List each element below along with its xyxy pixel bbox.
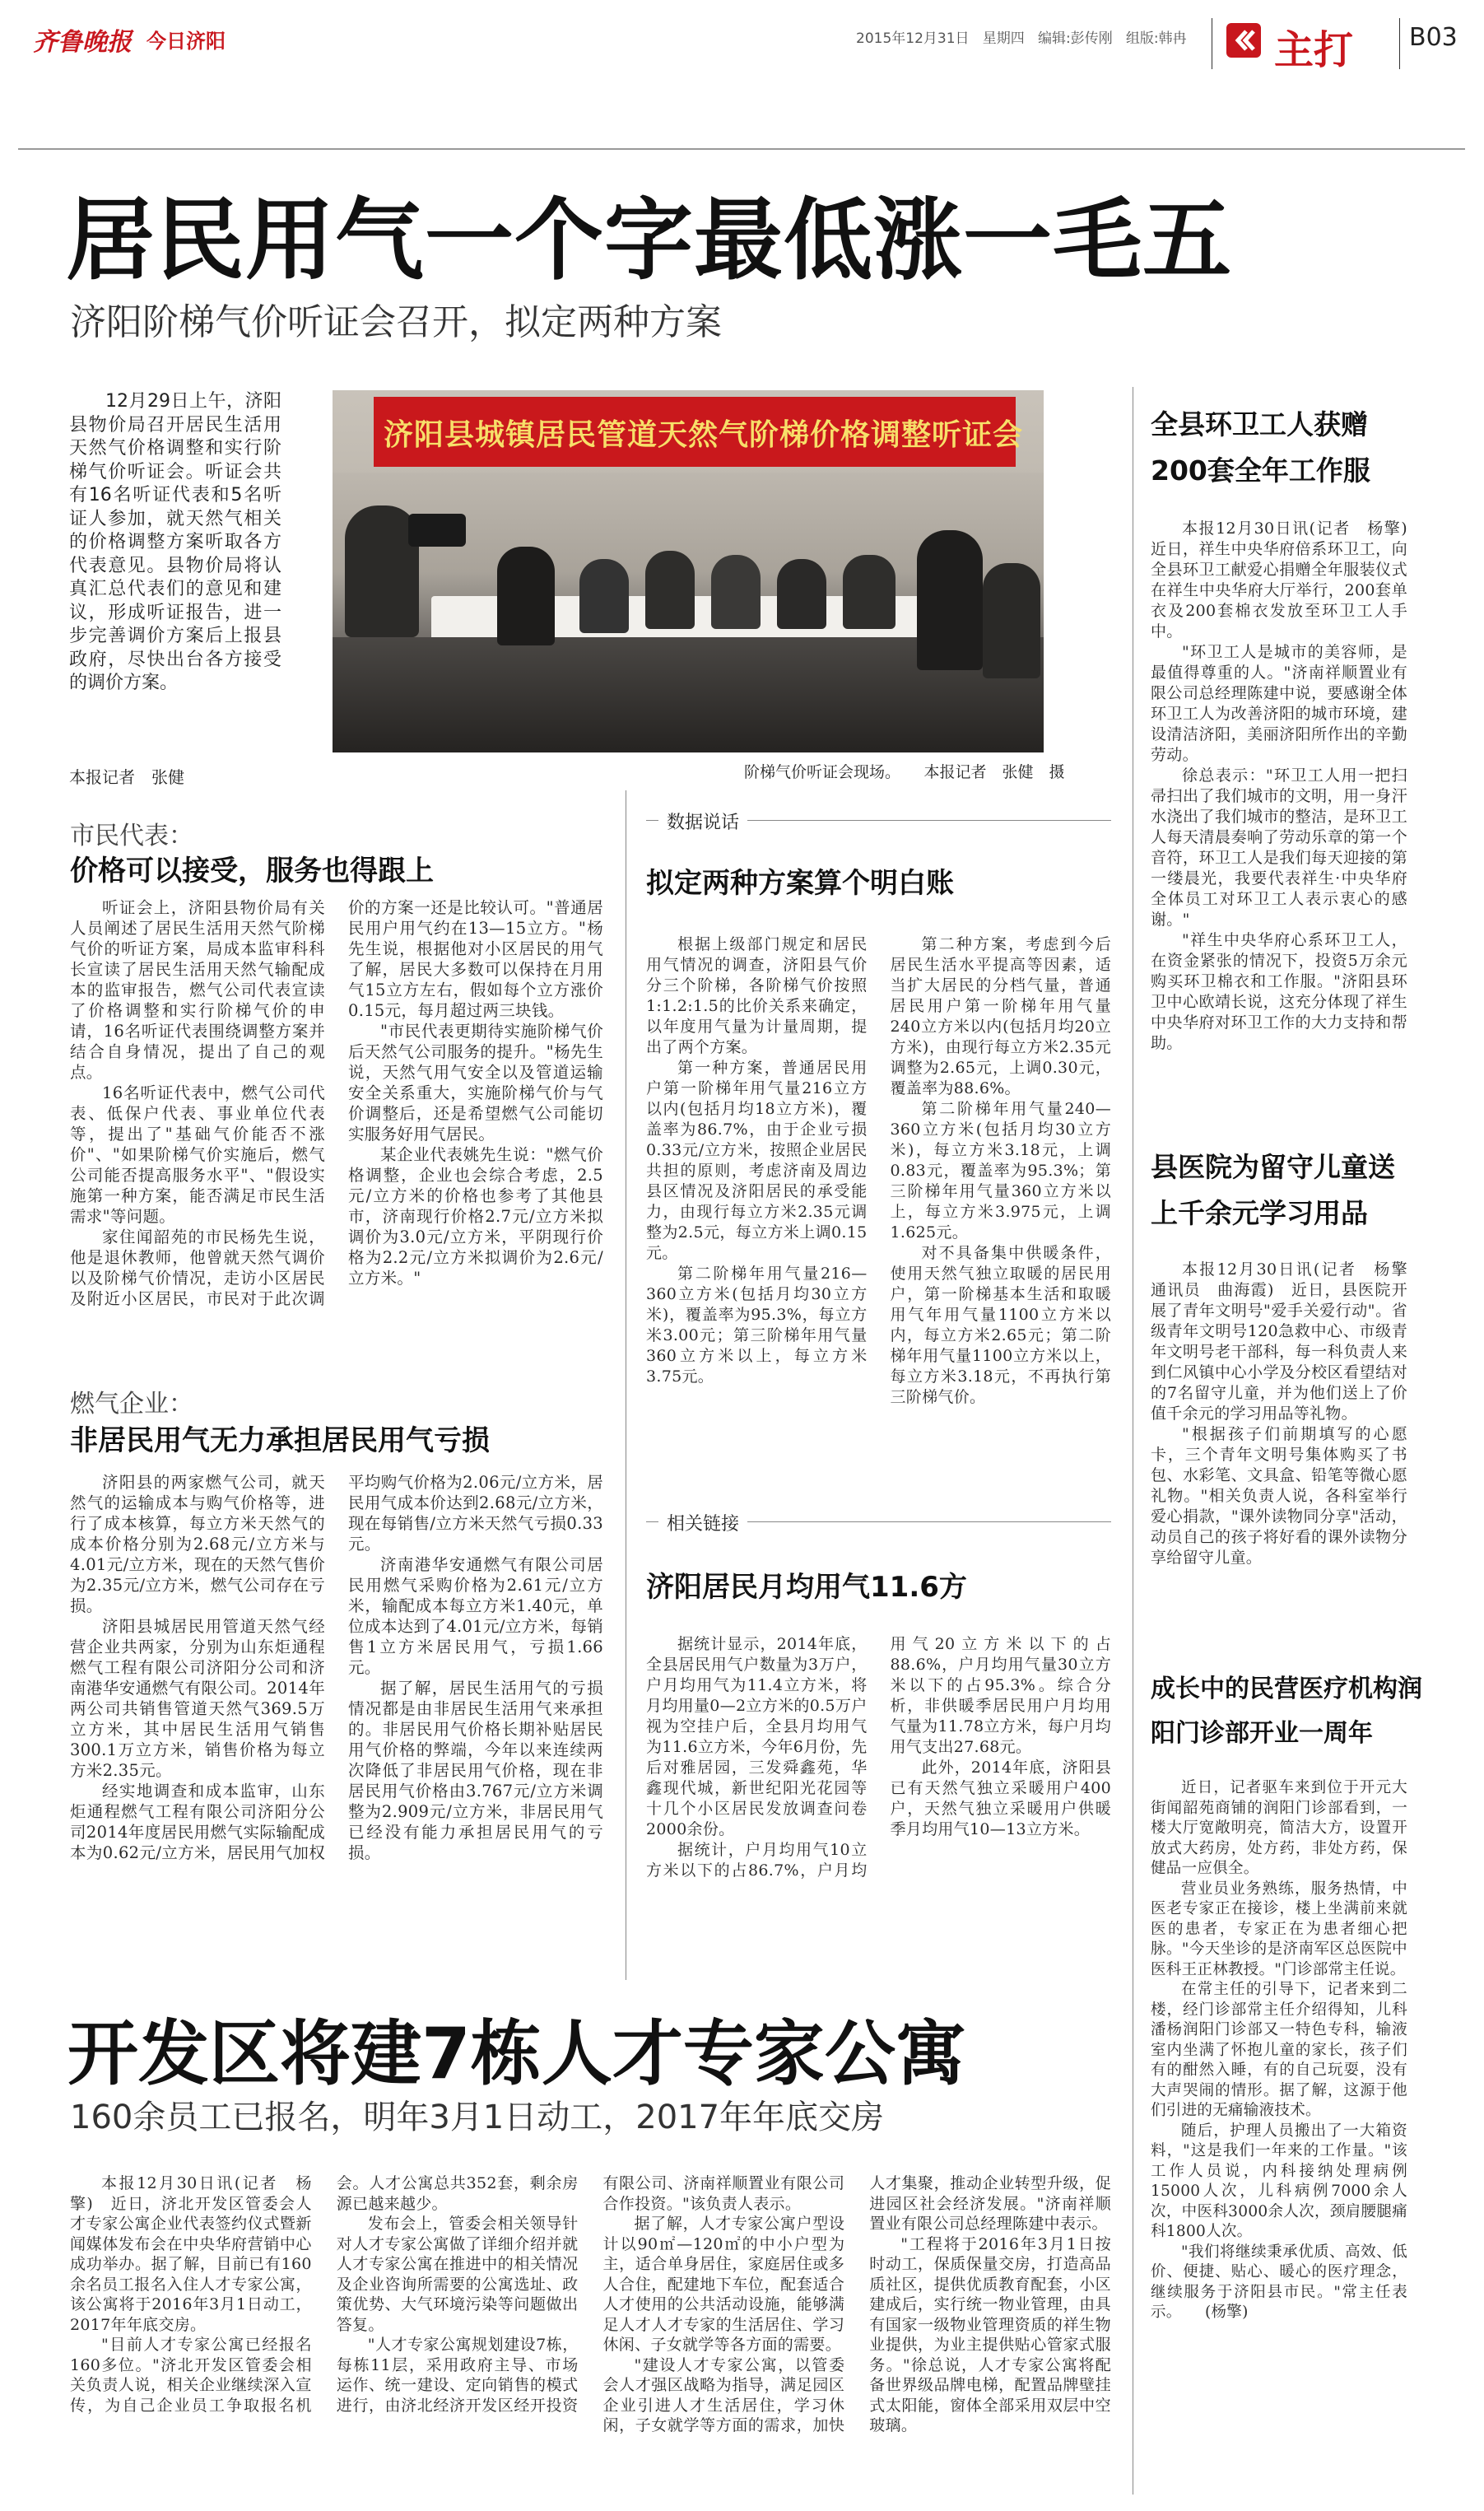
paragraph: 本报12月30日讯(记者 杨擎) 近日，祥生中央华府倍系环卫工，向全县环卫工献爱心捐赠全年服装仪式在祥生中央华府大厅举行，200套单衣及200套棉衣发放至环卫工人手中。 xyxy=(1151,519,1424,641)
section-name: 今日济阳 xyxy=(147,30,226,53)
box1-tag: 数据说话 xyxy=(658,808,747,834)
paragraph: "人才专家公寓规划建设7栋，每栋11层，采用政府主导、市场运作、统一建设、定向销售的模式进行，由济北经济开发区经开投资有限公司、济南祥顺置业有限公司合作投资。"该负责人表示。 xyxy=(336,2174,845,2415)
box2-body xyxy=(646,1634,1111,1964)
section2-body xyxy=(70,1472,603,1966)
paragraph: 第二阶梯年用气量240—360立方米(包括月均30立方米)，每立方米3.18元，上调0.83元，覆盖率为95.3%；第三阶梯年用气量360立方米以上，每立方米3.975元，上调1.625元。 xyxy=(890,1100,1111,1242)
lead-intro xyxy=(69,390,281,696)
side3-body xyxy=(1151,1778,1407,2486)
lower-body xyxy=(70,2173,1111,2499)
paragraph: "祥生中央华府心系环卫工人，在资金紧张的情况下，投资5万余元购买环卫棉衣和工作服。"济阳县环卫中心欧靖长说，这充分体现了祥生中央华府对环卫工作的大力支持和帮助。 xyxy=(1151,931,1407,1052)
designer: 组版:韩冉 xyxy=(1125,30,1187,47)
paragraph: 济南港华安通燃气有限公司居民用燃气采购价格为2.61元/立方米，输配成本每立方米1.40元，单位成本达到了4.01元/立方米，每销售1立方米居民用气，亏损1.66元。 xyxy=(348,1555,603,1677)
weekday: 星期四 xyxy=(982,30,1025,47)
paragraph: 徐总表示："环卫工人用一把扫帚扫出了我们城市的文明，用一身汗水浇出了我们城市的整洁，是环卫工人每天清晨奏响了劳动乐章的第一个音符，环卫工人是我们每天迎接的第一缕晨光，我要代表祥生·中央华府全体员工对环卫工人表示衷心的感谢。" xyxy=(1151,766,1407,929)
date-info xyxy=(856,26,1187,47)
paragraph: 据统计显示，2014年底，全县居民用气户数量为3万户，户月均用气为11.4立方米，将月均用量0—2立方米的0.5万户视为空挂户后，全县月均用气为11.6立方米，今年6月份，先后对雅居园，三发舜鑫苑，华鑫现代城，新世纪阳光花园等十几个小区居民发放调查问卷2000余份。 xyxy=(646,1635,868,1838)
paragraph: 本报12月30日讯(记者 杨擎) 近日，济北开发区管委会人才专家公寓企业代表签约仪式暨新闻媒体发布会在中央华府营销中心成功举办。据了解，目前已有160余名员工报名入住人才专家公寓，该公寓将于2016年3月1日动工，2017年年底交房。 xyxy=(70,2174,312,2334)
box1-body xyxy=(646,934,1111,1478)
paragraph: 对不具备集中供暖条件，使用天然气独立取暖的居民用户，第一阶梯基本生活和取暖用气年用气量1100立方米以内，每立方米2.65元；第二阶梯年用气量1100立方米以上，每立方米3.18元，不再执行第三阶梯气价。 xyxy=(890,1244,1111,1406)
paragraph: 济阳县的两家燃气公司，就天然气的运输成本与购气价格等，进行了成本核算，每立方米天然气的成本价格分别为2.68元/立方米与4.01元/立方米，现在的天然气售价为2.35元/立方米，燃气公司存在亏损。 xyxy=(70,1473,325,1615)
paragraph: 发布会上，管委会相关领导针对人才专家公寓做了详细介绍并就人才专家公寓在推进中的相关情况及企业咨询所需要的公寓选址、政策优势、大气环境污染等问题做出答复。 xyxy=(336,2215,579,2334)
masthead xyxy=(0,0,1484,82)
column-name: 主打 xyxy=(1274,27,1354,73)
paragraph: 营业员业务熟练，服务热情，中医老专家正在接诊，楼上坐满前来就医的患者，专家正在为患者细心把脉。"今天坐诊的是济南军区总医院中医科王正林教授。"门诊部常主任说。 xyxy=(1151,1880,1407,1978)
photo-caption: 阶梯气价听证会现场。 本报记者 张健 摄 xyxy=(744,763,1065,781)
paragraph: 第一种方案，普通居民用户第一阶梯年用气量216立方以内(包括月均18立方米)，覆盖率为86.7%，由于企业亏损0.33元/立方米，按照企业居民共担的原则，考虑济南及周边县区情况及济阳居民的承受能力，由现行每立方米2.35元调整为2.5元，每立方米上调0.15元。 xyxy=(646,1059,868,1262)
side1-body xyxy=(1151,519,1424,1095)
date: 2015年12月31日 xyxy=(856,30,970,47)
paragraph: 根据上级部门规定和居民用气情况的调查，济阳县气价分三个阶梯，各阶梯气价按照1:1.2:1.5的比价关系来确定，以年度用气量为计量周期，提出了两个方案。 xyxy=(646,935,868,1056)
paragraph: "建设人才专家公寓，以管委会人才强区战略为指导，满足园区企业引进人才生活居住，学习休闲，子女就学等方面的需求，加快人才集聚，推动企业转型升级，促进园区社会经济发展。"济南祥顺置业有限公司总经理陈建中表示。 xyxy=(602,2174,1111,2434)
paragraph: 听证会上，济阳县物价局有关人员阐述了居民生活用天然气阶梯气价的听证方案，局成本监审科科长宣读了居民生活用天然气输配成本的监审报告，燃气公司代表宣读了价格调整和实行阶梯气价的申请，16名听证代表围绕调整方案并结合自身情况，提出了自己的观点。 xyxy=(70,898,325,1082)
section1-label: 市民代表： xyxy=(70,822,193,850)
section2-label: 燃气企业： xyxy=(70,1390,193,1419)
photo-banner: 济阳县城镇居民管道天然气阶梯价格调整听证会 xyxy=(384,418,1024,452)
paragraph: 第二种方案，考虑到今后居民生活水平提高等因素，适当扩大居民的分档气量，普通居民用户第一阶梯年用气量240立方米以内(包括月均20立方米)，由现行每立方米2.35元调整为2.65元，上调0.30元，覆盖率为88.6%。 xyxy=(890,935,1111,1097)
box2-headline: 济阳居民月均用气11.6方 xyxy=(646,1571,967,1604)
paragraph: 16名听证代表中，燃气公司代表、低保户代表、事业单位代表等，提出了"基础气价能否不涨价"、"如果阶梯气价实施后，燃气公司能否提高服务水平"、"假设实施第一种方案，能否满足市民生活需求"等问题。 xyxy=(70,1083,325,1226)
section1-body xyxy=(70,897,603,1358)
chevron-icon xyxy=(1226,23,1261,58)
paragraph: 济阳县城居民用管道天然气经营企业共两家，分别为山东炬通程燃气工程有限公司济阳分公司和济南港华安通燃气有限公司。2014年两公司共销售管道天然气369.5万立方米，其中居民生活用气销售300.1万立方米，销售价格为每立方米2.35元。 xyxy=(70,1617,325,1780)
paragraph: 家住闻韶苑的市民杨先生说，他是退休教师，他曾就天然气调价以及阶梯气价情况，走访小区居民及附近小区居民，市民对于此次调价的方案一还是比较认可。"普通居民用户用气约在13—15立方。"杨先生说，根据他对小区居民的用气了解，居民大多数可以保持在月用气15立方左右，假如每个立方涨价0.15元，每月超过两三块钱。 xyxy=(70,898,603,1308)
paragraph: 在常主任的引导下，记者来到二楼，经门诊部常主任介绍得知，儿科潘杨润阳门诊部又一特色专科，输液室内坐满了怀抱儿童的家长，孩子们有的酣然入睡，有的自己玩耍，没有大声哭闹的情形。据了解，这源于他们引进的无痛输液技术。 xyxy=(1151,1981,1407,2119)
paragraph: "目前人才专家公寓已经报名160多位。"济北开发区管委会相关负责人说，相关企业继续深入宣传，为自己企业员工争取报名机会。人才公寓总共352套，剩余房源已越来越少。 xyxy=(70,2174,579,2415)
paragraph: 随后，护理人员搬出了一大箱资料，"这是我们一年来的工作量。"该工作人员说，内科接纳处理病例15000人次，儿科病例7000余人次，中医科3000余人次，颈肩腰腿痛科1800人次。 xyxy=(1151,2122,1407,2240)
side1-headline: 全县环卫工人获赠200套全年工作服 xyxy=(1151,408,1370,487)
paragraph: 据了解，居民生活用气的亏损情况都是由非居民生活用气来承担的。非居民用气价格长期补贴居民用气价格的弊端，今年以来连续两次降低了非居民用气价格，现在非居民用气价格由3.767元/立方米调整为2.909元/立方米，非居民用气已经没有能力承担居民用气的亏损。 xyxy=(348,1679,603,1862)
section1-headline: 价格可以接受，服务也得跟上 xyxy=(70,855,434,887)
side2-headline: 县医院为留守儿童送上千余元学习用品 xyxy=(1151,1151,1395,1229)
paragraph: 近日，记者驱车来到位于开元大街闻韶苑商铺的润阳门诊部看到，一楼大厅宽敞明亮，简洁大方，设置开放式大药房，处方药，非处方药，保健品一应俱全。 xyxy=(1151,1779,1407,1877)
editor: 编辑:彭传刚 xyxy=(1037,30,1113,47)
paragraph: 第二阶梯年用气量216—360立方米(包括月均30立方米)，覆盖率为95.3%，每立方米3.00元；第三阶梯年用气量360立方米以上，每立方米3.75元。 xyxy=(646,1265,868,1386)
lower-headline: 开发区将建7栋人才专家公寓 xyxy=(67,2013,966,2095)
box2-tag: 相关链接 xyxy=(658,1510,747,1535)
paragraph: "工程将于2016年3月1日按时动工，保质保量交房，打造高品质社区，提供优质教育配套，小区建成后，实行统一物业管理，由具有国家一级物业管理资质的祥生物业提供，为业主提供贴心管家式服务。"徐总说，人才专家公寓将配备世界级品牌电梯，配置品牌壁挂式太阳能，窗体全部采用双层中空玻璃。 xyxy=(869,2234,1111,2434)
newspaper-logo: 齐鲁晚报 xyxy=(33,28,132,57)
page-number: B03 xyxy=(1409,23,1458,52)
paragraph: "根据孩子们前期填写的心愿卡，三个青年文明号集体购买了书包、水彩笔、文具盒、铅笔等微心愿礼物。"相关负责人说，各科室举行爱心捐款，"课外读物同分享"活动，动员自己的孩子将好看的课外读物分享给留守儿童。 xyxy=(1151,1425,1407,1567)
paragraph: "市民代表更期待实施阶梯气价后天然气公司服务的提升。"杨先生说，天然气用气安全以及管道运输安全关系重大，实施阶梯气价与气价调整后，还是希望燃气公司能切实服务好用气居民。 xyxy=(348,1022,603,1144)
box1-headline: 拟定两种方案算个明白账 xyxy=(646,867,954,900)
paragraph: "环卫工人是城市的美容师，是最值得尊重的人。"济南祥顺置业有限公司总经理陈建中说，要感谢全体环卫工人为改善济阳的城市环境，建设清洁济阳，美丽济阳所作出的辛勤劳动。 xyxy=(1151,643,1407,764)
lead-headline: 居民用气一个字最低涨一毛五 xyxy=(66,189,1233,292)
lead-subhead: 济阳阶梯气价听证会召开，拟定两种方案 xyxy=(70,301,722,343)
lead-intro-text: 12月29日上午，济阳县物价局召开居民生活用天然气价格调整和实行阶梯气价听证会。听证会共有16名听证代表和5名听证人参加，就天然气相关的价格调整方案听取各方代表意见。县物价局将认真汇总代表们的意见和建议，形成听证报告，进一步完善调价方案后上报县政府，尽快出台各方接受的调价方案。 xyxy=(69,391,281,693)
lead-byline: 本报记者 张健 xyxy=(69,767,184,787)
side2-body xyxy=(1151,1260,1424,1655)
lower-subhead: 160余员工已报名，明年3月1日动工，2017年年底交房 xyxy=(70,2099,885,2136)
paragraph: 据了解，人才专家公寓户型设计以90㎡—120㎡的中小户型为主，适合单身居住，家庭居住或多人合住，配建地下车位，配套适合人才使用的公共活动设施，能够满足人才人才专家的生活居住、学习休闲、子女就学等各方面的需要。 xyxy=(602,2215,845,2354)
side3-headline: 成长中的民营医疗机构润阳门诊部开业一周年 xyxy=(1151,1675,1422,1748)
paragraph: "我们将继续秉承优质、高效、低价、便捷、贴心、暖心的医疗理念，继续服务于济阳县市民。"常主任表示。 (杨擎) xyxy=(1151,2243,1407,2321)
paragraph: 某企业代表姚先生说："燃气价格调整，企业也会综合考虑，2.5元/立方米的价格也参考了其他县市，济南现行价格2.7元/立方米拟调价为3.0元/立方米，平阴现行价格为2.2元/立方米拟调价为2.6元/立方米。" xyxy=(348,1145,603,1288)
paragraph: 据统计，户月均用气10立方米以下的占86.7%，户月均用气20立方米以下的占88.6%，户月均用气量30立方米以下的占95.3%。综合分析，非供暖季居民用户月均用气量为11.78立方米，每户月均用气支出27.68元。 xyxy=(646,1635,1111,1880)
paragraph: 经实地调查和成本监审，山东炬通程燃气工程有限公司济阳分公司2014年度居民用燃气实际输配成本为0.62元/立方米，居民用气加权平均购气价格为2.06元/立方米，居民用气成本价达到2.68元/立方米，现在每销售/立方米天然气亏损0.33元。 xyxy=(70,1473,603,1862)
hearing-photo xyxy=(333,390,1044,752)
section2-headline: 非居民用气无力承担居民用气亏损 xyxy=(70,1424,490,1457)
paragraph: 此外，2014年底，济阳县已有天然气独立采暖用户400户，天然气独立采暖用户供暖季月均用气10—13立方米。 xyxy=(890,1759,1111,1838)
paragraph: 本报12月30日讯(记者 杨擎 通讯员 曲海霞) 近日，县医院开展了青年文明号"爱手关爱行动"。省级青年文明号120急救中心、市级青年文明号老干部科，每一科负责人来到仁风镇中心小学及分校区看望结对的7名留守儿童，并为他们送上了价值千余元的学习用品等礼物。 xyxy=(1151,1260,1424,1423)
